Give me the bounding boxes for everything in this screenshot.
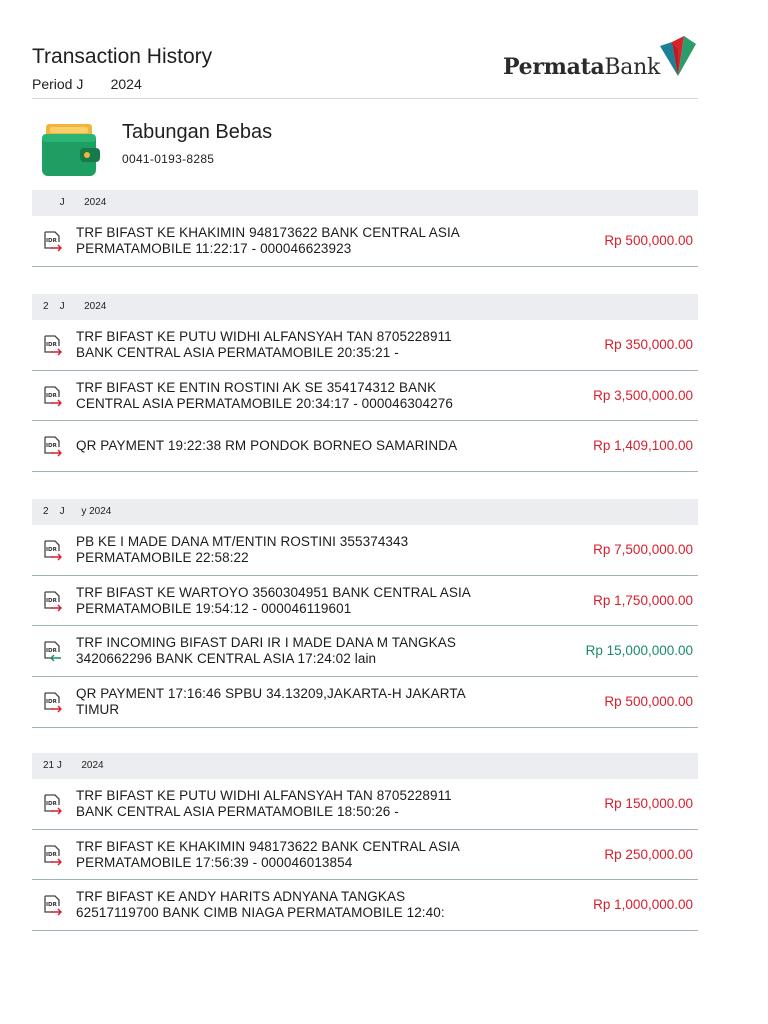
svg-text:IDR: IDR — [46, 800, 57, 807]
idr-outgoing-icon — [43, 894, 63, 916]
transaction-amount: Rp 1,000,000.00 — [593, 897, 693, 913]
page-title: Transaction History — [32, 45, 213, 68]
transaction-row[interactable] — [32, 320, 698, 371]
idr-outgoing-icon — [43, 435, 63, 457]
transaction-description: QR PAYMENT 17:16:46 SPBU 34.13209,JAKARTA-H JAKARTA TIMUR — [76, 685, 466, 717]
transaction-group — [32, 190, 698, 267]
transaction-row[interactable] — [32, 525, 698, 576]
account-summary — [32, 112, 698, 186]
svg-text:IDR: IDR — [46, 392, 57, 399]
idr-outgoing-icon — [43, 844, 63, 866]
svg-text:IDR: IDR — [46, 546, 57, 553]
logo-wordmark — [503, 54, 660, 81]
transaction-group — [32, 499, 698, 728]
group-date-header: 2 J 2024 — [32, 294, 698, 320]
idr-outgoing-icon — [43, 230, 63, 252]
transaction-amount: Rp 7,500,000.00 — [593, 541, 693, 557]
permata-logo-icon — [658, 36, 698, 82]
svg-text:IDR: IDR — [46, 698, 57, 705]
period-label: Period J 2024 — [32, 76, 142, 92]
transaction-row[interactable] — [32, 677, 698, 728]
idr-outgoing-icon — [43, 691, 63, 713]
transaction-row[interactable] — [32, 830, 698, 881]
transaction-row[interactable] — [32, 576, 698, 627]
transaction-row[interactable] — [32, 626, 698, 677]
transaction-row[interactable] — [32, 421, 698, 472]
group-date-header: J 2024 — [32, 190, 698, 216]
transaction-description: TRF BIFAST KE KHAKIMIN 948173622 BANK CENTRAL ASIA PERMATAMOBILE 17:56:39 - 000046013854 — [76, 838, 460, 870]
transaction-amount: Rp 1,409,100.00 — [593, 438, 693, 454]
account-number: 0041-0193-8285 — [122, 152, 215, 166]
svg-text:IDR: IDR — [46, 341, 57, 348]
idr-outgoing-icon — [43, 590, 63, 612]
svg-text:IDR: IDR — [46, 851, 57, 858]
group-date-header: 21 J 2024 — [32, 753, 698, 779]
svg-text:IDR: IDR — [46, 648, 57, 655]
transaction-description: TRF BIFAST KE ENTIN ROSTINI AK SE 354174312 BANK CENTRAL ASIA PERMATAMOBILE 20:34:17 - 000046304276 — [76, 379, 453, 411]
transaction-description: PB KE I MADE DANA MT/ENTIN ROSTINI 355374343 PERMATAMOBILE 22:58:22 — [76, 533, 409, 565]
transaction-description: TRF BIFAST KE ANDY HARITS ADNYANA TANGKAS 62517119700 BANK CIMB NIAGA PERMATAMOBILE 12:40: — [76, 889, 445, 921]
idr-outgoing-icon — [43, 539, 63, 561]
transaction-amount: Rp 150,000.00 — [604, 795, 693, 811]
logo-wordmark-bold: Permata — [503, 54, 605, 80]
transaction-amount: Rp 3,500,000.00 — [593, 387, 693, 403]
transaction-amount: Rp 500,000.00 — [604, 232, 693, 248]
svg-text:IDR: IDR — [46, 597, 57, 604]
svg-text:IDR: IDR — [46, 902, 57, 909]
transaction-description: QR PAYMENT 19:22:38 RM PONDOK BORNEO SAMARINDA — [76, 438, 458, 454]
transaction-amount: Rp 350,000.00 — [604, 336, 693, 352]
group-date-header: 2 J y 2024 — [32, 499, 698, 525]
idr-outgoing-icon — [43, 334, 63, 356]
transaction-amount: Rp 250,000.00 — [604, 846, 693, 862]
transaction-row[interactable] — [32, 371, 698, 422]
transaction-row[interactable] — [32, 880, 698, 931]
logo-wordmark-regular: Bank — [604, 55, 660, 80]
permata-bank-logo — [498, 36, 698, 86]
account-name: Tabungan Bebas — [122, 121, 273, 143]
transaction-amount: Rp 500,000.00 — [604, 693, 693, 709]
svg-text:IDR: IDR — [46, 443, 57, 450]
transaction-description: TRF BIFAST KE PUTU WIDHI ALFANSYAH TAN 8705228911 BANK CENTRAL ASIA PERMATAMOBILE 20:35:21 - — [76, 328, 452, 360]
transaction-description: TRF BIFAST KE WARTOYO 3560304951 BANK CENTRAL ASIA PERMATAMOBILE 19:54:12 - 000046119601 — [76, 584, 471, 616]
transaction-group — [32, 294, 698, 472]
transaction-description: TRF BIFAST KE PUTU WIDHI ALFANSYAH TAN 8705228911 BANK CENTRAL ASIA PERMATAMOBILE 18:50:26 - — [76, 787, 452, 819]
transaction-amount: Rp 1,750,000.00 — [593, 592, 693, 608]
idr-outgoing-icon — [43, 793, 63, 815]
transaction-description: TRF BIFAST KE KHAKIMIN 948173622 BANK CENTRAL ASIA PERMATAMOBILE 11:22:17 - 000046623923 — [76, 224, 460, 256]
idr-outgoing-icon — [43, 385, 63, 407]
svg-text:IDR: IDR — [46, 237, 57, 244]
transaction-description: TRF INCOMING BIFAST DARI IR I MADE DANA M TANGKAS 3420662296 BANK CENTRAL ASIA 17:24:02 lain — [76, 635, 456, 667]
page-header — [32, 44, 698, 99]
transaction-row[interactable] — [32, 216, 698, 267]
transaction-amount: Rp 15,000,000.00 — [585, 643, 693, 659]
idr-incoming-icon — [43, 640, 63, 662]
transaction-group — [32, 753, 698, 931]
wallet-icon — [40, 122, 102, 178]
transaction-row[interactable] — [32, 779, 698, 830]
